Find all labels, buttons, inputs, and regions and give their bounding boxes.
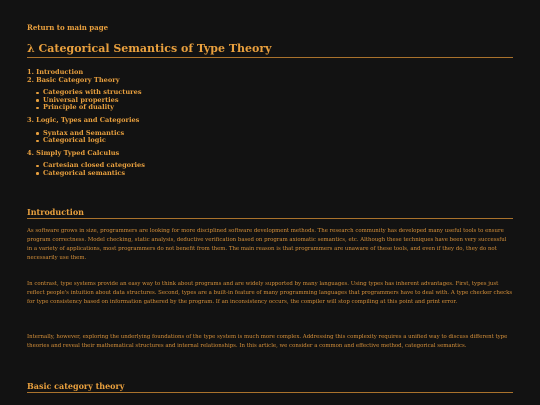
introduction-heading: Introduction	[27, 207, 513, 219]
page-title: λ Categorical Semantics of Type Theory	[27, 42, 513, 58]
toc-link-categories-with-structures[interactable]: Categories with structures	[43, 88, 142, 97]
toc-link-introduction[interactable]: 1. Introduction	[27, 68, 84, 76]
toc-sublist-basic-category-theory	[27, 89, 145, 112]
toc-link-syntax-and-semantics[interactable]: Syntax and Semantics	[43, 128, 125, 137]
toc-link-principle-of-duality[interactable]: Principle of duality	[43, 103, 114, 112]
list-item	[43, 170, 145, 178]
toc-link-basic-category-theory[interactable]: 2. Basic Category Theory	[27, 75, 120, 84]
introduction-paragraph-2: In contrast, type systems provide an easy way to think about programs and are widely supported by many languages. Using types has inherent advantages. First, types just reflect people's intuition about data structures. Second, types are a built-in feature of many programming languages that programmers have to deal with. A type checker checks for type consistency based on information gathered by the program. If an inconsistency occurs, the compiler will stop compiling at this point and print error.	[27, 281, 513, 305]
toc-link-categorical-logic[interactable]: Categorical logic	[43, 136, 106, 145]
toc-link-simply-typed-calculus[interactable]: 4. Simply Typed Calculus	[27, 148, 120, 157]
toc-sublist-simply-typed-calculus	[27, 162, 145, 177]
list-item	[43, 137, 145, 145]
basic-category-theory-heading: Basic category theory	[27, 381, 513, 393]
list-item	[43, 104, 145, 112]
toc-sublist-logic-types-categories	[27, 130, 145, 145]
introduction-paragraph-1: As software grows in size, programmers are looking for more disciplined software development methods. The research community has developed many useful tools to ensure program correctness. Model checking, static analysis, deductive verification based on program axiomatic semantics, etc. Although these techniques have been very successful in a variety of applications, most programmers do not benefit from them. The main reason is that programmers are unaware of these tools, and even if they do, they do not necessarily use them.	[27, 228, 507, 261]
toc-link-logic-types-categories[interactable]: 3. Logic, Types and Categories	[27, 115, 140, 124]
return-to-main-link[interactable]: Return to main page	[27, 23, 109, 32]
table-of-contents	[27, 69, 145, 183]
introduction-paragraph-3: Internally, however, exploring the underlying foundations of the type system is much more complex. Addressing this complexity requires a unified way to discuss different type theories and reveal their mathematical structures and internal relationships. In this article, we consider a common and effective method, categorical semantics.	[27, 334, 508, 349]
toc-link-cartesian-closed-categories[interactable]: Cartesian closed categories	[43, 161, 145, 170]
toc-link-categorical-semantics[interactable]: Categorical semantics	[43, 168, 126, 177]
toc-link-universal-properties[interactable]: Universal properties	[43, 95, 119, 104]
